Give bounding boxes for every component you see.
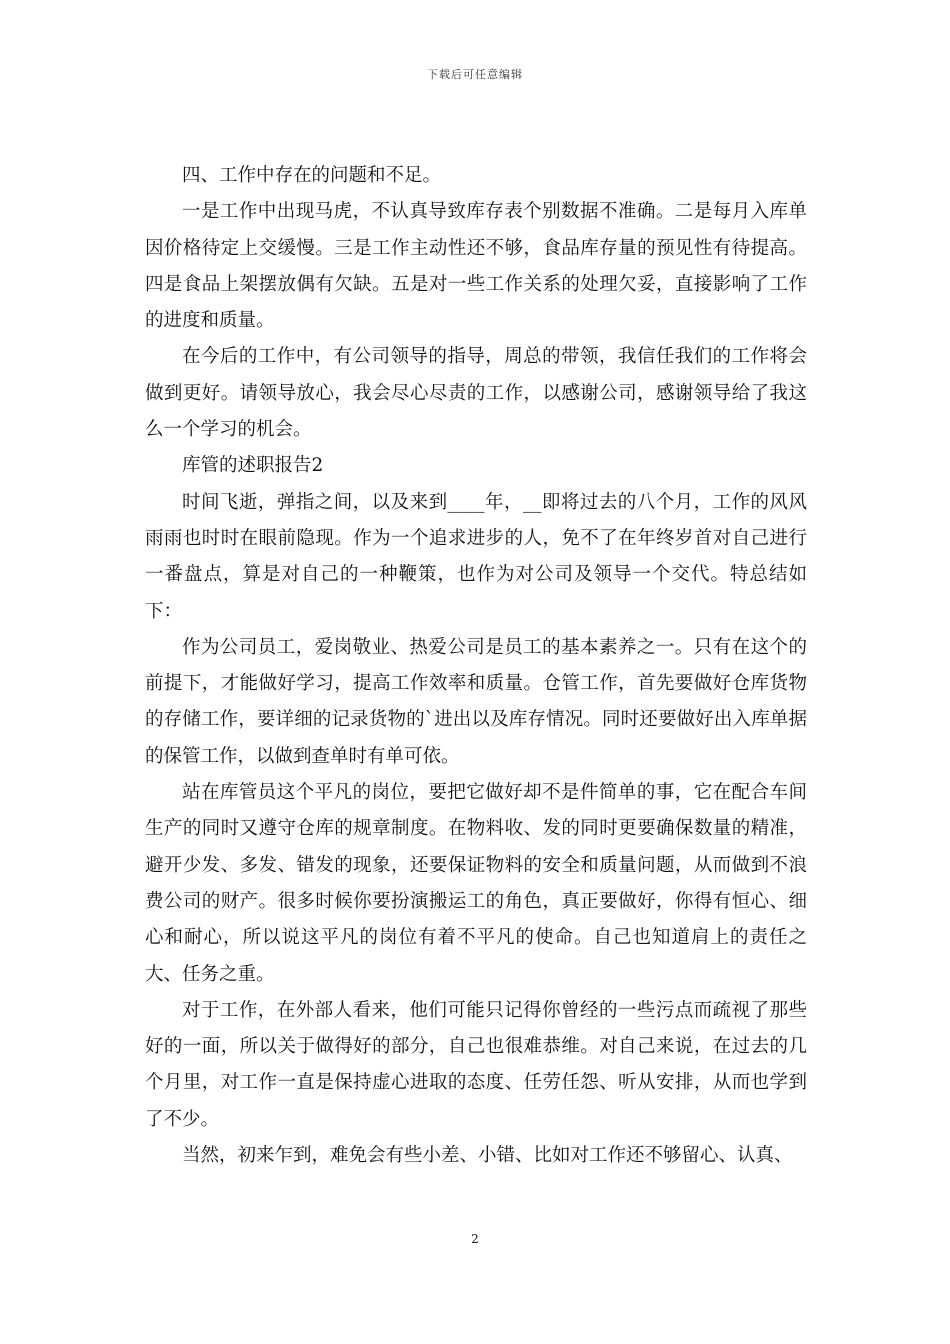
page-number: 2 <box>471 1232 479 1246</box>
paragraph-duties: 作为公司员工，爱岗敬业、热爱公司是员工的基本素养之一。只有在这个的前提下，才能做好学习，提高工作效率和质量。仓管工作，首先要做好仓库货物的存储工作，要详细的记录货物的`进出以及库存情况。同时还要做好出入库单据的保管工作，以做到查单时有单可依。 <box>145 636 807 767</box>
report-title-2: 库管的述职报告2 <box>182 455 324 477</box>
page-header: 下载后可任意编辑 <box>427 68 523 81</box>
paragraph-shortcomings: 当然，初来乍到，难免会有些小差、小错、比如对工作还不够留心、认真、 <box>182 1145 793 1167</box>
paragraph-future-work: 在今后的工作中，有公司领导的指导，周总的带领，我信任我们的工作将会做到更好。请领导放心，我会尽心尽责的工作，以感谢公司，感谢领导给了我这么一个学习的机会。 <box>145 346 807 441</box>
paragraph-attitude: 对于工作，在外部人看来，他们可能只记得你曾经的一些污点而疏视了那些好的一面，所以关于做得好的部分，自己也很难恭维。对自己来说，在过去的几个月里，对工作一直是保持虚心进取的态度、任劳任怨、听从安排，从而也学到了不少。 <box>145 999 807 1130</box>
paragraph-intro: 时间飞逝，弹指之间，以及来到____年，__即将过去的八个月，工作的风风雨雨也时时在眼前隐现。作为一个追求进步的人，免不了在年终岁首对自己进行一番盘点，算是对自己的一种鞭策，也作为对公司及领导一个交代。特总结如下： <box>145 491 807 622</box>
paragraph-problems-list: 一是工作中出现马虎，不认真导致库存表个别数据不准确。二是每月入库单因价格待定上交缓慢。三是工作主动性还不够，食品库存量的预见性有待提高。四是食品上架摆放偶有欠缺。五是对一些工作关系的处理欠妥，直接影响了工作的进度和质量。 <box>145 201 807 332</box>
document-body <box>145 158 807 1174</box>
paragraph-position: 站在库管员这个平凡的岗位，要把它做好却不是件简单的事，它在配合车间生产的同时又遵守仓库的规章制度。在物料收、发的同时更要确保数量的精准，避开少发、多发、错发的现象，还要保证物料的安全和质量问题，从而做到不浪费公司的财产。很多时候你要扮演搬运工的角色，真正要做好，你得有恒心、细心和耐心，所以说这平凡的岗位有着不平凡的使命。自己也知道肩上的责任之大、任务之重。 <box>145 782 807 985</box>
section-heading-problems: 四、工作中存在的问题和不足。 <box>182 165 442 186</box>
